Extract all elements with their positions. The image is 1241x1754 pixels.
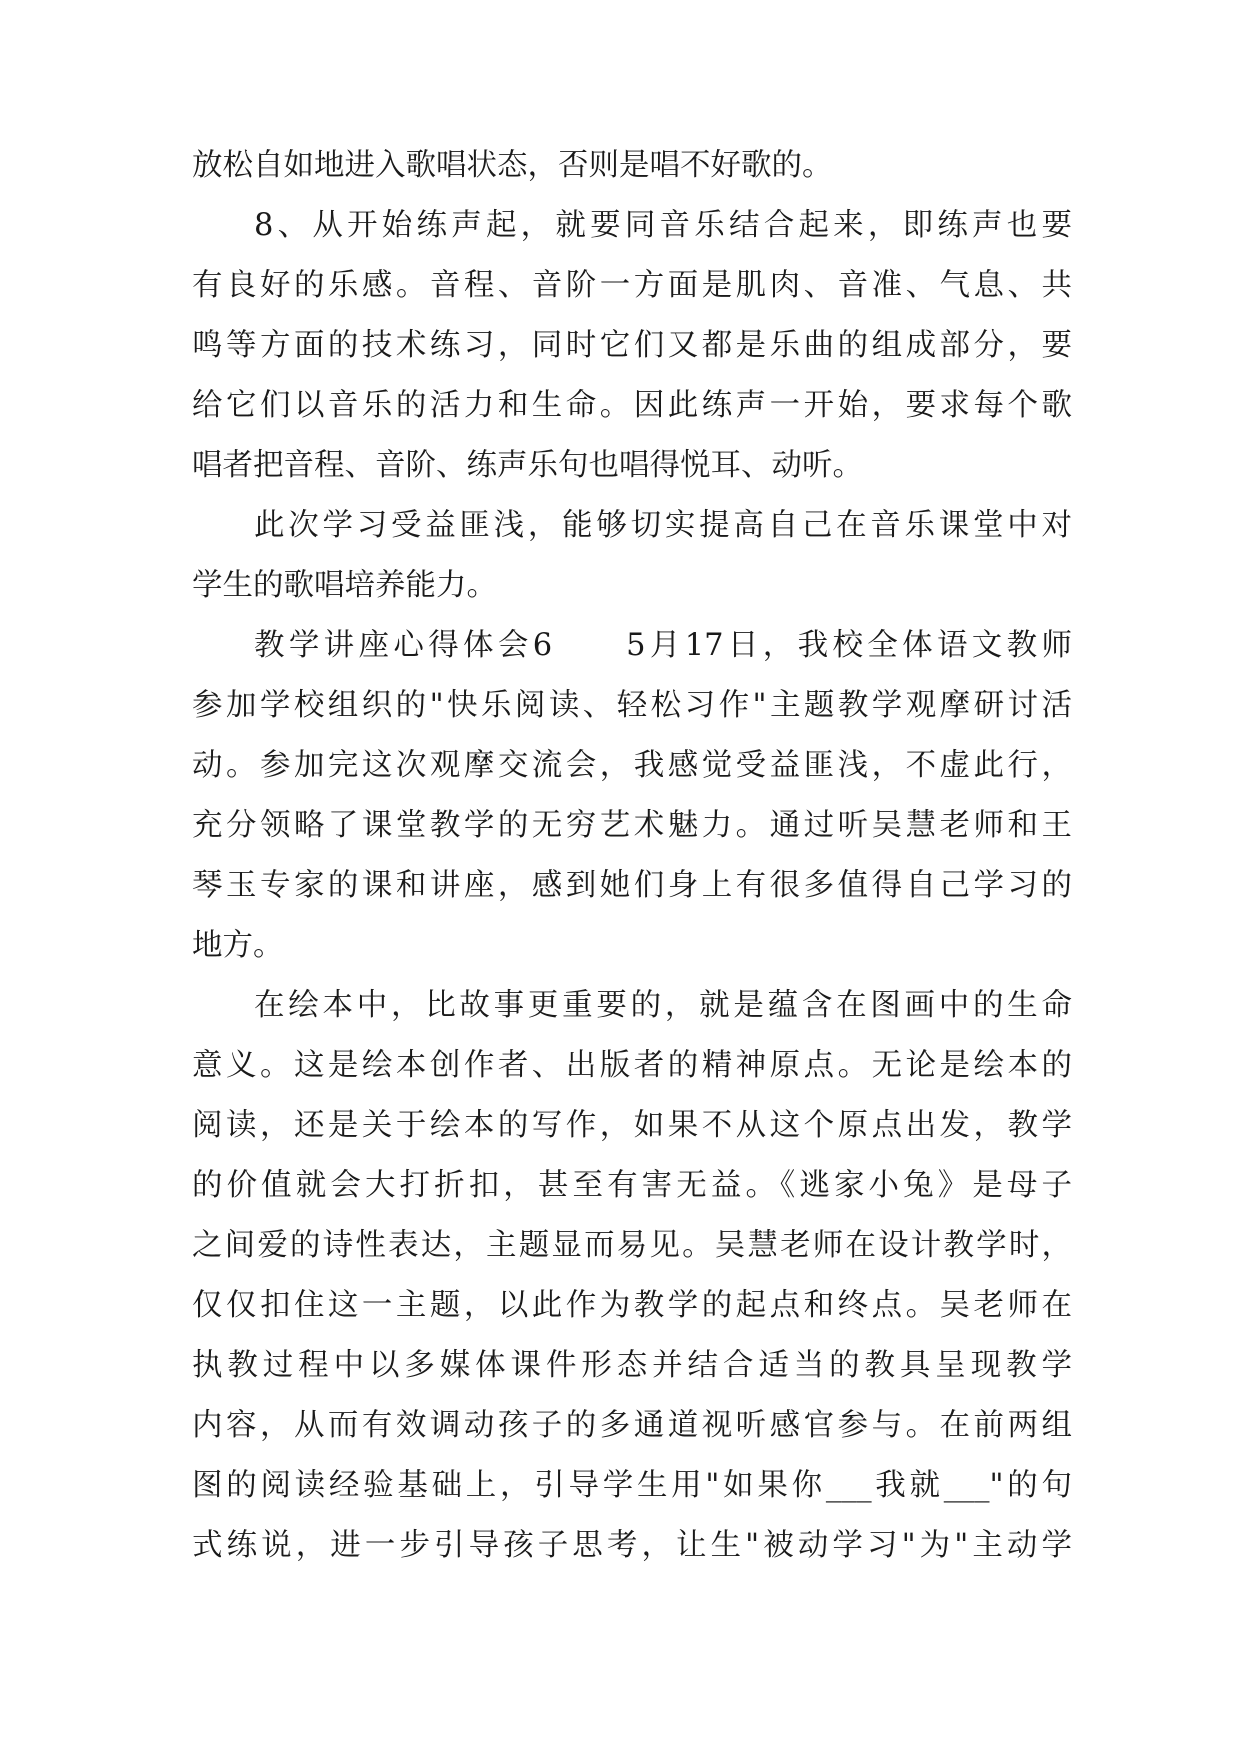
text-line: 放松自如地进入歌唱状态，否则是唱不好歌的。 — [192, 148, 833, 183]
text-line: 执教过程中以多媒体课件形态并结合适当的教具呈现教学 — [192, 1348, 1072, 1383]
text-line: 式练说，进一步引导孩子思考，让生"被动学习"为"主动学 — [192, 1528, 1072, 1563]
text-line: 地方。 — [192, 928, 284, 963]
text-line: 仅仅扣住这一主题，以此作为教学的起点和终点。吴老师在 — [192, 1288, 1072, 1323]
text-line: 意义。这是绘本创作者、出版者的精神原点。无论是绘本的 — [192, 1048, 1072, 1083]
text-line: 动。参加完这次观摩交流会，我感觉受益匪浅，不虚此行， — [192, 748, 1072, 783]
text-line: 唱者把音程、音阶、练声乐句也唱得悦耳、动听。 — [192, 448, 863, 483]
text-line: 琴玉专家的课和讲座，感到她们身上有很多值得自己学习的 — [192, 868, 1072, 903]
text-line: 学生的歌唱培养能力。 — [192, 568, 497, 603]
text-line: 的价值就会大打折扣，甚至有害无益。《逃家小兔》是母子 — [192, 1168, 1072, 1203]
text-line: 教学讲座心得体会6 5月17日，我校全体语文教师 — [254, 628, 1072, 663]
text-line: 之间爱的诗性表达，主题显而易见。吴慧老师在设计教学时， — [192, 1228, 1072, 1263]
text-line: 此次学习受益匪浅，能够切实提高自己在音乐课堂中对 — [254, 508, 1072, 543]
text-line: 鸣等方面的技术练习，同时它们又都是乐曲的组成部分，要 — [192, 328, 1072, 363]
text-line: 参加学校组织的"快乐阅读、轻松习作"主题教学观摩研讨活 — [192, 688, 1072, 723]
text-line: 图的阅读经验基础上，引导学生用"如果你___我就___"的句 — [192, 1468, 1072, 1503]
text-line: 内容，从而有效调动孩子的多通道视听感官参与。在前两组 — [192, 1408, 1072, 1443]
text-line: 有良好的乐感。音程、音阶一方面是肌肉、音准、气息、共 — [192, 268, 1072, 303]
text-line: 给它们以音乐的活力和生命。因此练声一开始，要求每个歌 — [192, 388, 1072, 423]
text-line: 充分领略了课堂教学的无穷艺术魅力。通过听吴慧老师和王 — [192, 808, 1072, 843]
text-line: 在绘本中，比故事更重要的，就是蕴含在图画中的生命 — [254, 988, 1072, 1023]
text-line: 8、从开始练声起，就要同音乐结合起来，即练声也要 — [254, 208, 1072, 243]
text-line: 阅读，还是关于绘本的写作，如果不从这个原点出发，教学 — [192, 1108, 1072, 1143]
